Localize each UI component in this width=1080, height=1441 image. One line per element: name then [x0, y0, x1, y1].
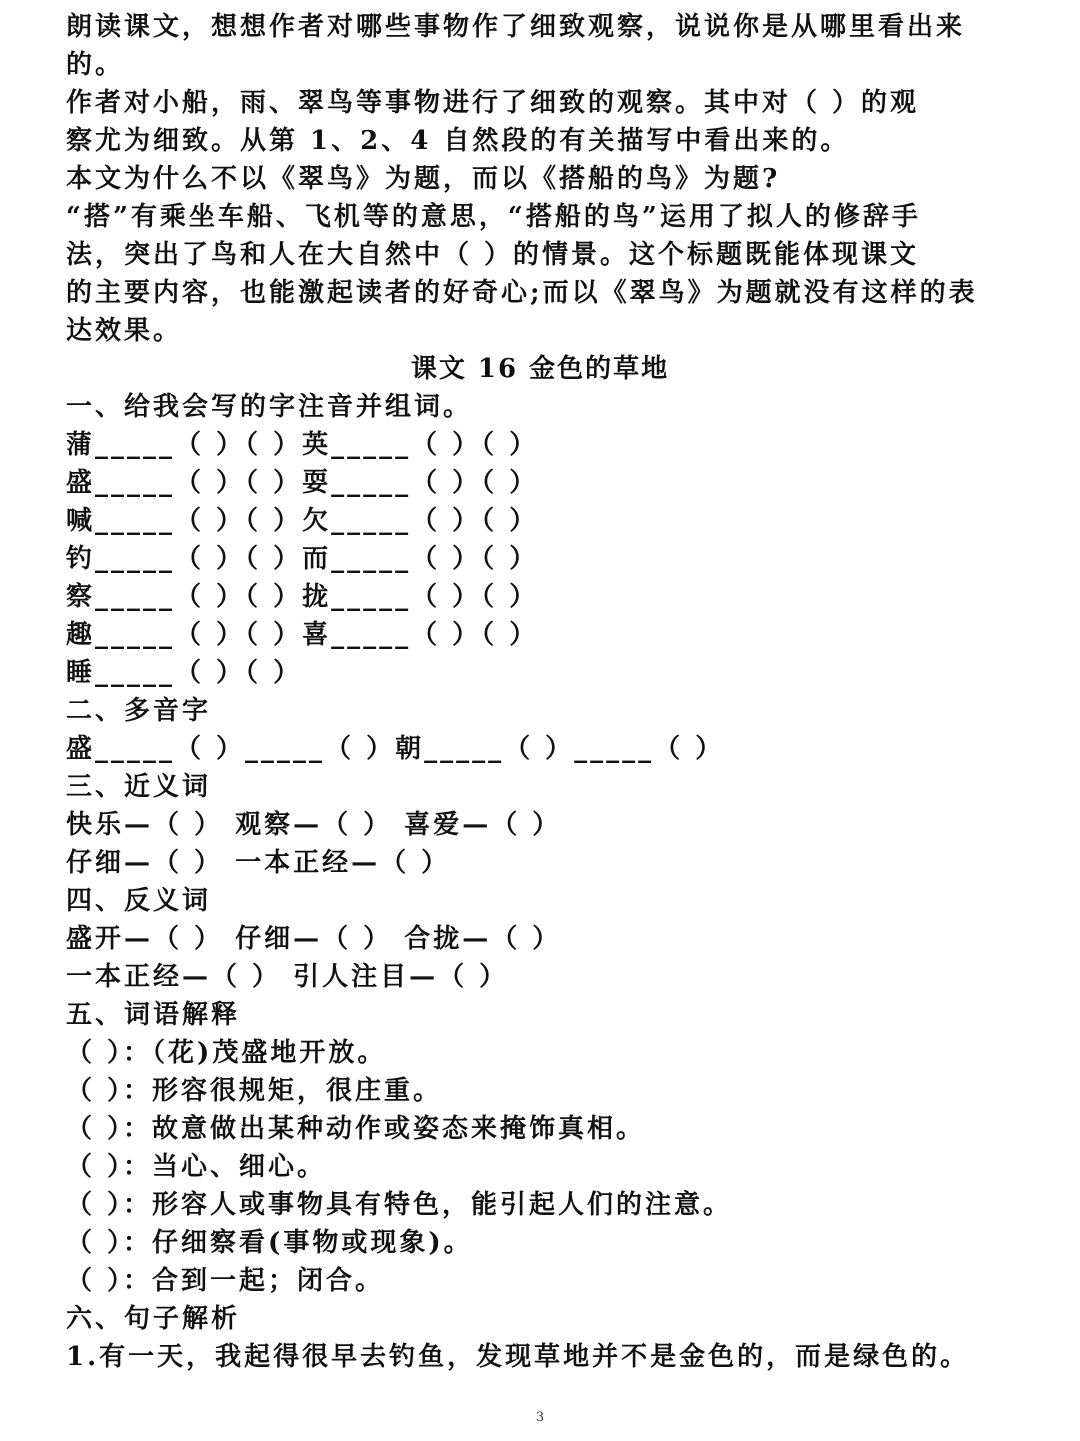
antonym-row: 一本正经—（ ） 引人注目—（ ） — [66, 962, 509, 992]
section-5-heading: 五、词语解释 — [66, 1000, 241, 1030]
pinyin-row: 盛_____（ ）（ ）耍_____（ ）（ ） — [66, 468, 539, 498]
answer-2-line-3: 的主要内容，也能激起读者的好奇心;而以《翠鸟》为题就没有这样的表 — [66, 278, 978, 308]
answer-1-line-2: 察尤为细致。从第 1、2、4 自然段的有关描写中看出来的。 — [66, 126, 850, 156]
question-2: 本文为什么不以《翠鸟》为题，而以《搭船的鸟》为题? — [66, 164, 781, 194]
definition-row: （ ）：仔细察看(事物或现象)。 — [66, 1228, 473, 1258]
synonym-row: 仔细—（ ） 一本正经—（ ） — [66, 848, 451, 878]
antonym-row: 盛开—（ ） 仔细—（ ） 合拢—（ ） — [66, 924, 562, 954]
synonym-row: 快乐—（ ） 观察—（ ） 喜爱—（ ） — [66, 810, 562, 840]
polyphone-row: 盛_____（ ）_____（ ）朝_____（ ）_____（ ） — [66, 734, 725, 764]
definition-row: （ ）：合到一起；闭合。 — [66, 1266, 385, 1296]
section-1-heading: 一、给我会写的字注音并组词。 — [66, 392, 473, 422]
section-3-heading: 三、近义词 — [66, 772, 212, 802]
answer-2-line-1: “搭”有乘坐车船、飞机等的意思，“搭船的鸟”运用了拟人的修辞手 — [66, 202, 921, 232]
pinyin-row: 喊_____（ ）（ ）欠_____（ ）（ ） — [66, 506, 539, 536]
section-4-heading: 四、反义词 — [66, 886, 212, 916]
answer-1-line-1: 作者对小船，雨、翠鸟等事物进行了细致的观察。其中对（ ）的观 — [66, 88, 920, 118]
sentence-row: 1.有一天，我起得很早去钓鱼，发现草地并不是金色的，而是绿色的。 — [66, 1342, 970, 1372]
definition-row: （ ）：当心、细心。 — [66, 1152, 327, 1182]
lesson-title: 课文 16 金色的草地 — [410, 354, 670, 384]
answer-2-line-2: 法，突出了鸟和人在大自然中（ ）的情景。这个标题既能体现课文 — [66, 240, 920, 270]
pinyin-row: 钓_____（ ）（ ）而_____（ ）（ ） — [66, 544, 539, 574]
pinyin-row: 睡_____（ ）（ ） — [66, 658, 303, 688]
pinyin-row: 蒲_____（ ）（ ）英_____（ ）（ ） — [66, 430, 539, 460]
section-2-heading: 二、多音字 — [66, 696, 212, 726]
pinyin-row: 趣_____（ ）（ ）喜_____（ ）（ ） — [66, 620, 539, 650]
definition-row: （ ）：形容很规矩，很庄重。 — [66, 1076, 443, 1106]
section-6-heading: 六、句子解析 — [66, 1304, 241, 1334]
answer-2-line-4: 达效果。 — [66, 316, 183, 346]
pinyin-row: 察_____（ ）（ ）拢_____（ ）（ ） — [66, 582, 539, 612]
page-number: 3 — [535, 1410, 545, 1425]
definition-row: （ ）：形容人或事物具有特色，能引起人们的注意。 — [66, 1190, 733, 1220]
question-1-continued: 的。 — [66, 50, 125, 80]
definition-row: （ ）：故意做出某种动作或姿态来掩饰真相。 — [66, 1114, 646, 1144]
question-1: 朗读课文，想想作者对哪些事物作了细致观察，说说你是从哪里看出来 — [66, 12, 966, 42]
definition-row: （ ）：（花)茂盛地开放。 — [66, 1038, 387, 1068]
